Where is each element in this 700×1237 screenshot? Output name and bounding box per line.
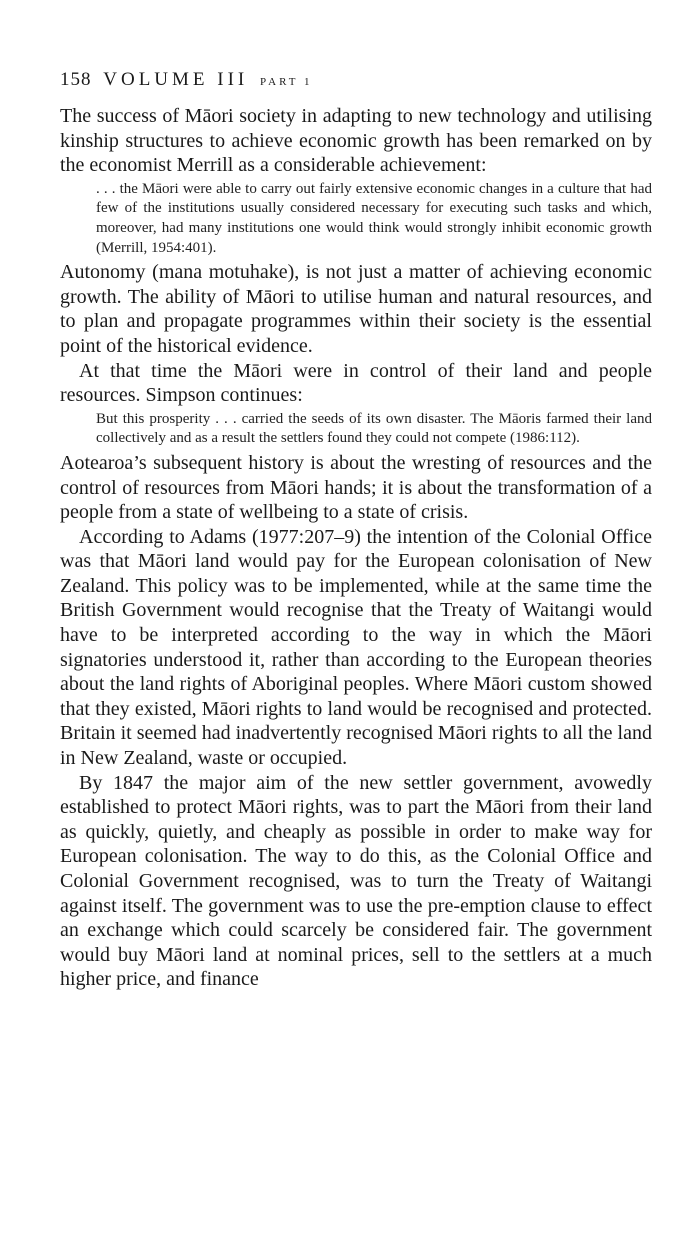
paragraph-6: By 1847 the major aim of the new settler government, avowedly established to protect Māori rights, was to part the Māori from their land as quickly, quietly, and cheaply as possible in order to make way for European colonisation. The way to do this, as the Colonial Office and Colonial Government recognised, was to turn the Treaty of Waitangi against itself. The government was to use the pre-emption clause to effect an exchange which could scarcely be considered fair. The government would buy Māori land at nominal prices, sell to the settlers at a much higher price, and finance: [60, 771, 652, 991]
paragraph-5: According to Adams (1977:207–9) the intention of the Colonial Office was that Māori land would pay for the European colonisation of New Zealand. This policy was to be implemented, while at the same time the British Government would recognise that the Treaty of Waitangi would have to be interpreted according to the way in which the Māori signatories understood it, rather than according to the European theories about the land rights of Aboriginal peoples. Where Māori custom showed that they existed, Māori rights to land would be recognised and protected. Britain it seemed had inadvertently recognised Māori rights to all the land in New Zealand, waste or occupied.: [60, 525, 652, 770]
quote-2-text: But this prosperity . . . carried the seeds of its own disaster. The Māoris farmed their land collectively and as a result the settlers found they could not compete (1986:112).: [96, 410, 652, 447]
block-quote-simpson: [96, 410, 652, 449]
paragraph-1: The success of Māori society in adapting to new technology and utilising kinship structures to achieve economic growth has been remarked on by the economist Merrill as a considerable achievement:: [60, 105, 652, 177]
paragraph-3: At that time the Māori were in control of their land and people resources. Simpson continues:: [60, 359, 652, 407]
running-head: [60, 68, 652, 94]
paragraph-4: Aotearoa’s subsequent history is about the wresting of resources and the control of resources from Māori hands; it is about the transformation of a people from a state of wellbeing to a state of crisis.: [60, 451, 652, 524]
part-label: PART 1: [260, 76, 313, 88]
volume-label: VOLUME III: [103, 69, 249, 90]
page-number: 158: [60, 69, 92, 90]
paragraph-2: Autonomy (mana motuhake), is not just a matter of achieving economic growth. The ability of Māori to utilise human and natural resources, and to plan and propagate programmes within their society is the essential point of the historical evidence.: [60, 261, 652, 357]
quote-1-text: . . . the Māori were able to carry out fairly extensive economic changes in a culture that had few of the institutions usually considered necessary for executing such tasks and which, moreover, had many institutions one would think would strongly inhibit economic growth (Merrill, 1954:401).: [96, 180, 652, 256]
book-page: [60, 68, 652, 992]
block-quote-merrill: [96, 180, 652, 258]
